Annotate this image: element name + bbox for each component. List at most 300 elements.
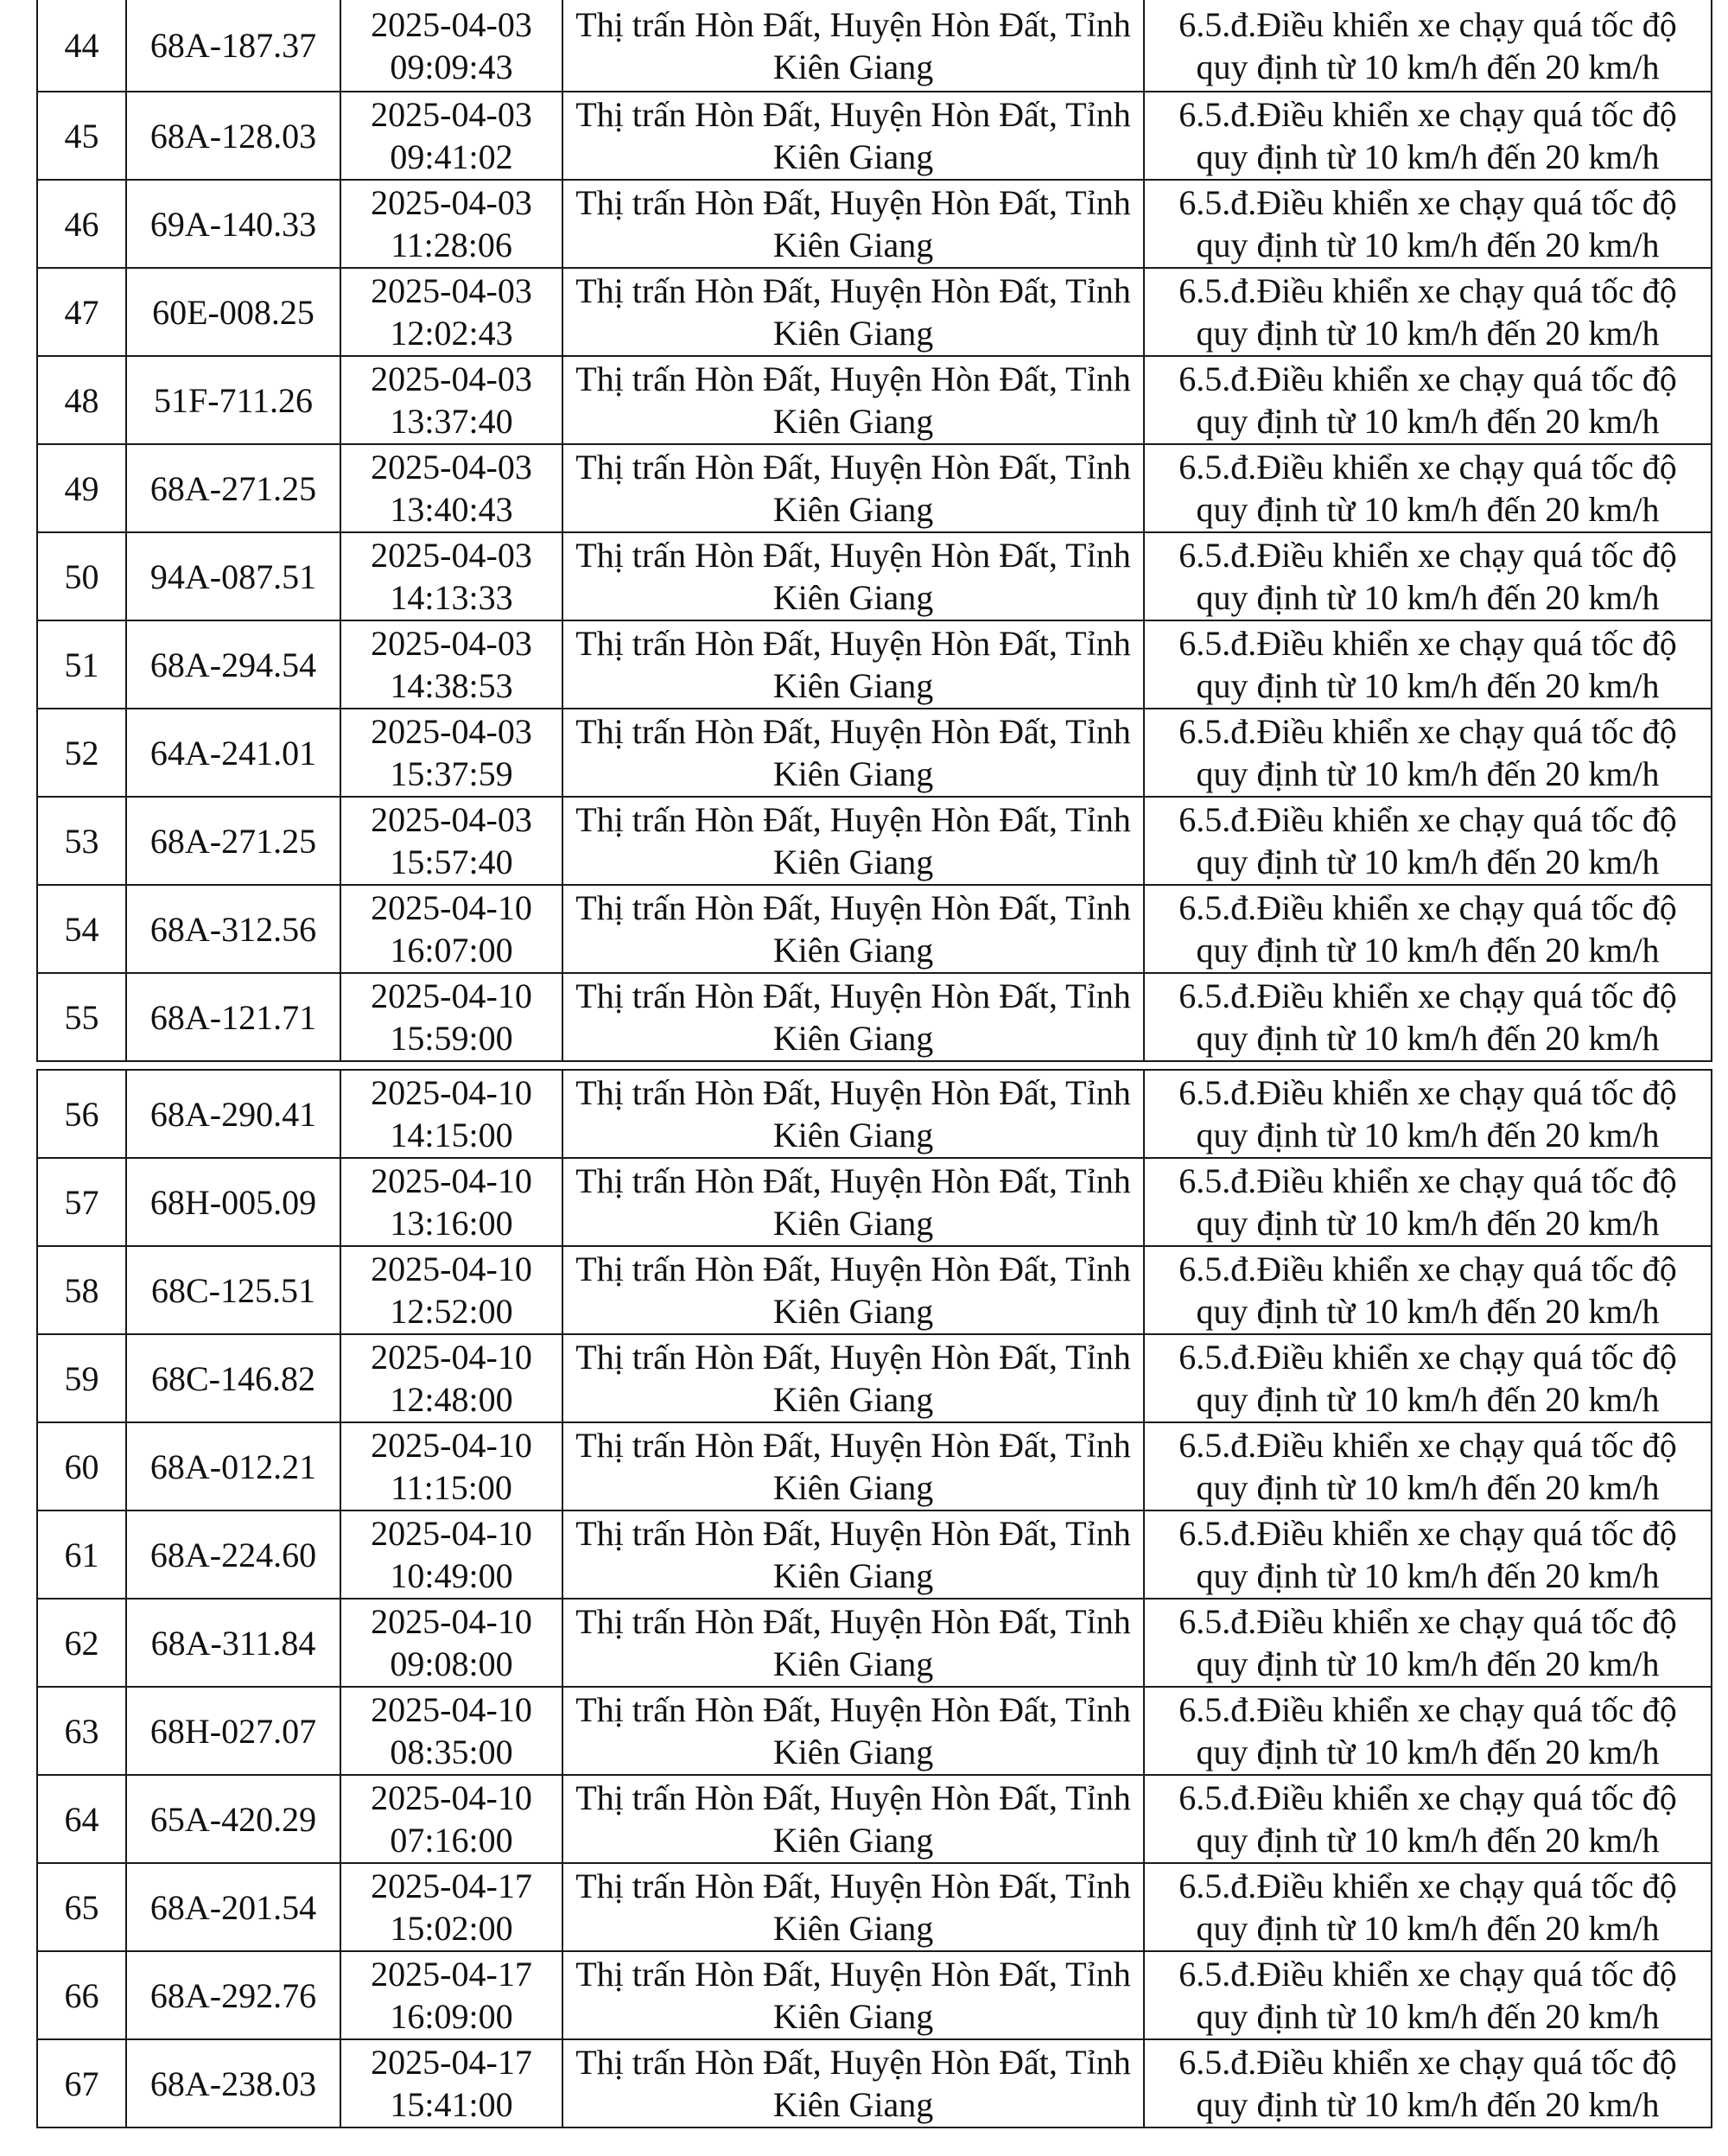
- table-row: [37, 1687, 1712, 1775]
- license-plate-cell-line-1: 65A-420.29: [149, 1799, 317, 1839]
- violation-time-cell: [340, 1510, 562, 1599]
- violation-location-cell-line-1: Thị trấn Hòn Đất, Huyện Hòn Đất, Tỉnh: [575, 4, 1131, 44]
- table-row: [37, 620, 1712, 709]
- row-number-cell-line-1: 49: [64, 468, 99, 508]
- violation-location-cell: [562, 797, 1144, 885]
- violation-description-cell-line-1: 6.5.đ.Điều khiển xe chạy quá tốc độ: [1178, 1161, 1677, 1200]
- violation-time-cell: [340, 620, 562, 709]
- violation-location-cell: [562, 973, 1144, 1061]
- violation-location-cell-line-2: Kiên Giang: [772, 1909, 934, 1948]
- row-number-cell-line-1: 45: [64, 116, 99, 156]
- license-plate-cell: [126, 1510, 340, 1599]
- license-plate-cell: [126, 1863, 340, 1951]
- violation-location-cell: [562, 180, 1144, 268]
- violation-description-cell-line-2: quy định từ 10 km/h đến 20 km/h: [1196, 1821, 1660, 1860]
- license-plate-cell: [126, 973, 340, 1061]
- violation-description-cell: [1144, 268, 1712, 356]
- row-number-cell: [37, 268, 126, 356]
- violation-description-cell: [1144, 797, 1712, 885]
- violation-location-cell-line-1: Thị trấn Hòn Đất, Huyện Hòn Đất, Tỉnh: [575, 1778, 1131, 1817]
- violation-description-cell-line-1: 6.5.đ.Điều khiển xe chạy quá tốc độ: [1178, 1778, 1677, 1817]
- violation-location-cell-line-2: Kiên Giang: [772, 578, 934, 617]
- violation-location-cell-line-1: Thị trấn Hòn Đất, Huyện Hòn Đất, Tỉnh: [575, 976, 1131, 1015]
- table-row: [37, 1951, 1712, 2039]
- violation-location-cell-line-2: Kiên Giang: [772, 314, 934, 353]
- violation-time-cell-line-1: 2025-04-10: [371, 1426, 532, 1465]
- row-number-cell: [37, 2039, 126, 2127]
- violation-time-cell-line-2: 11:15:00: [391, 1468, 512, 1507]
- license-plate-cell-line-1: 68A-294.54: [149, 645, 317, 684]
- violation-description-cell-line-2: quy định từ 10 km/h đến 20 km/h: [1196, 402, 1660, 441]
- violation-time-cell: [340, 1070, 562, 1158]
- violation-location-cell-line-2: Kiên Giang: [772, 931, 934, 970]
- row-number-cell-line-1: 61: [64, 1535, 99, 1574]
- violation-description-cell: [1144, 1158, 1712, 1246]
- row-number-cell-line-1: 56: [64, 1094, 99, 1134]
- violation-location-cell-line-1: Thị trấn Hòn Đất, Huyện Hòn Đất, Tỉnh: [575, 712, 1131, 751]
- row-number-cell: [37, 1246, 126, 1334]
- license-plate-cell: [126, 1599, 340, 1687]
- license-plate-cell-line-1: 68A-311.84: [150, 1623, 316, 1663]
- violation-location-cell-line-1: Thị trấn Hòn Đất, Huyện Hòn Đất, Tỉnh: [575, 1161, 1131, 1200]
- license-plate-cell: [126, 532, 340, 620]
- violation-table-body-upper: [37, 0, 1712, 1061]
- license-plate-cell: [126, 1687, 340, 1775]
- table-row: [37, 885, 1712, 973]
- violation-location-cell-line-2: Kiên Giang: [772, 402, 934, 441]
- violation-description-cell: [1144, 1863, 1712, 1951]
- violation-location-cell-line-1: Thị trấn Hòn Đất, Huyện Hòn Đất, Tỉnh: [575, 624, 1131, 663]
- violation-time-cell-line-2: 12:48:00: [390, 1380, 513, 1419]
- violation-description-cell: [1144, 1510, 1712, 1599]
- license-plate-cell: [126, 1070, 340, 1158]
- table-row: [37, 709, 1712, 797]
- violation-location-cell-line-1: Thị trấn Hòn Đất, Huyện Hòn Đất, Tỉnh: [575, 183, 1131, 222]
- row-number-cell: [37, 1070, 126, 1158]
- row-number-cell: [37, 0, 126, 92]
- violation-description-cell-line-2: quy định từ 10 km/h đến 20 km/h: [1196, 1116, 1660, 1154]
- violation-location-cell: [562, 1510, 1144, 1599]
- license-plate-cell: [126, 620, 340, 709]
- violation-time-cell-line-1: 2025-04-10: [371, 1073, 532, 1112]
- violation-location-cell: [562, 1334, 1144, 1422]
- violation-description-cell: [1144, 1422, 1712, 1510]
- license-plate-cell: [126, 92, 340, 180]
- violation-time-cell-line-2: 14:13:33: [390, 578, 513, 617]
- violation-time-cell-line-2: 10:49:00: [390, 1556, 513, 1595]
- violation-time-cell: [340, 1599, 562, 1687]
- violation-time-cell-line-2: 16:07:00: [390, 931, 513, 970]
- violation-location-cell-line-2: Kiên Giang: [772, 1204, 934, 1243]
- violation-description-cell-line-1: 6.5.đ.Điều khiển xe chạy quá tốc độ: [1178, 359, 1677, 398]
- violation-description-cell-line-2: quy định từ 10 km/h đến 20 km/h: [1196, 754, 1660, 793]
- violation-description-cell-line-2: quy định từ 10 km/h đến 20 km/h: [1196, 843, 1660, 881]
- violation-time-cell: [340, 1334, 562, 1422]
- violation-time-cell-line-1: 2025-04-10: [371, 976, 532, 1015]
- violation-time-cell: [340, 973, 562, 1061]
- license-plate-cell: [126, 1422, 340, 1510]
- violation-time-cell-line-2: 08:35:00: [390, 1733, 513, 1771]
- violation-description-cell: [1144, 973, 1712, 1061]
- violation-location-cell: [562, 1599, 1144, 1687]
- row-number-cell: [37, 1422, 126, 1510]
- row-number-cell-line-1: 64: [64, 1799, 99, 1839]
- violation-time-cell: [340, 885, 562, 973]
- license-plate-cell-line-1: 68A-121.71: [149, 997, 317, 1037]
- violation-description-cell: [1144, 1070, 1712, 1158]
- violation-location-cell-line-2: Kiên Giang: [772, 490, 934, 529]
- license-plate-cell: [126, 356, 340, 444]
- table-row: [37, 2039, 1712, 2127]
- violation-time-cell-line-1: 2025-04-03: [371, 712, 532, 751]
- violation-location-cell-line-2: Kiên Giang: [772, 226, 934, 264]
- violation-description-cell-line-2: quy định từ 10 km/h đến 20 km/h: [1196, 666, 1660, 705]
- violation-time-cell-line-1: 2025-04-03: [371, 448, 532, 487]
- violation-time-cell-line-2: 15:37:59: [390, 754, 513, 793]
- violation-description-cell-line-2: quy định từ 10 km/h đến 20 km/h: [1196, 1019, 1660, 1058]
- table-row: [37, 532, 1712, 620]
- violation-time-cell-line-1: 2025-04-17: [371, 1955, 532, 1994]
- violation-location-cell: [562, 1687, 1144, 1775]
- row-number-cell-line-1: 48: [64, 380, 99, 420]
- violation-time-cell-line-2: 16:09:00: [390, 1997, 513, 2036]
- license-plate-cell-line-1: 64A-241.01: [149, 733, 317, 773]
- violation-time-cell: [340, 709, 562, 797]
- violation-location-cell: [562, 356, 1144, 444]
- violation-description-cell-line-2: quy định từ 10 km/h đến 20 km/h: [1196, 314, 1660, 353]
- license-plate-cell-line-1: 68C-125.51: [151, 1270, 315, 1310]
- violation-location-cell: [562, 1863, 1144, 1951]
- violation-description-cell: [1144, 885, 1712, 973]
- row-number-cell-line-1: 63: [64, 1711, 99, 1751]
- violation-time-cell-line-2: 12:02:43: [390, 314, 513, 353]
- violation-location-cell-line-1: Thị trấn Hòn Đất, Huyện Hòn Đất, Tỉnh: [575, 1867, 1131, 1905]
- violation-location-cell-line-1: Thị trấn Hòn Đất, Huyện Hòn Đất, Tỉnh: [575, 536, 1131, 575]
- violation-location-cell-line-1: Thị trấn Hòn Đất, Huyện Hòn Đất, Tỉnh: [575, 1514, 1131, 1553]
- violation-time-cell-line-1: 2025-04-10: [371, 1690, 532, 1729]
- license-plate-cell-line-1: 68C-146.82: [151, 1358, 315, 1398]
- violation-time-cell: [340, 1422, 562, 1510]
- table-row: [37, 0, 1712, 92]
- license-plate-cell: [126, 709, 340, 797]
- row-number-cell: [37, 620, 126, 709]
- violation-location-cell-line-2: Kiên Giang: [772, 754, 934, 793]
- violation-description-cell-line-2: quy định từ 10 km/h đến 20 km/h: [1196, 490, 1660, 529]
- violation-time-cell-line-2: 12:52:00: [390, 1292, 513, 1331]
- violation-description-cell: [1144, 356, 1712, 444]
- violation-description-cell: [1144, 1687, 1712, 1775]
- violation-description-cell-line-2: quy định từ 10 km/h đến 20 km/h: [1196, 1204, 1660, 1243]
- violation-description-cell-line-1: 6.5.đ.Điều khiển xe chạy quá tốc độ: [1178, 95, 1677, 134]
- violation-time-cell-line-1: 2025-04-03: [371, 271, 532, 310]
- violation-table-upper: [36, 0, 1712, 1062]
- row-number-cell: [37, 1687, 126, 1775]
- violation-time-cell-line-1: 2025-04-10: [371, 1602, 532, 1641]
- violation-description-cell-line-2: quy định từ 10 km/h đến 20 km/h: [1196, 137, 1660, 176]
- violation-time-cell-line-1: 2025-04-17: [371, 2043, 532, 2082]
- violation-description-cell: [1144, 0, 1712, 92]
- row-number-cell: [37, 1863, 126, 1951]
- violation-location-cell: [562, 2039, 1144, 2127]
- table-row: [37, 973, 1712, 1061]
- table-row: [37, 356, 1712, 444]
- violation-location-cell-line-2: Kiên Giang: [772, 666, 934, 705]
- violation-time-cell: [340, 797, 562, 885]
- violation-description-cell-line-1: 6.5.đ.Điều khiển xe chạy quá tốc độ: [1178, 1955, 1677, 1994]
- violation-description-cell-line-1: 6.5.đ.Điều khiển xe chạy quá tốc độ: [1178, 976, 1677, 1015]
- row-number-cell: [37, 973, 126, 1061]
- violation-time-cell-line-1: 2025-04-03: [371, 95, 532, 134]
- license-plate-cell: [126, 885, 340, 973]
- row-number-cell-line-1: 44: [64, 26, 99, 65]
- row-number-cell-line-1: 57: [64, 1182, 99, 1222]
- license-plate-cell: [126, 180, 340, 268]
- violation-description-cell-line-2: quy định từ 10 km/h đến 20 km/h: [1196, 47, 1660, 86]
- violation-description-cell-line-1: 6.5.đ.Điều khiển xe chạy quá tốc độ: [1178, 1690, 1677, 1729]
- violation-location-cell-line-2: Kiên Giang: [772, 1019, 934, 1058]
- violation-time-cell-line-1: 2025-04-03: [371, 4, 532, 44]
- table-row: [37, 1510, 1712, 1599]
- violation-description-cell-line-1: 6.5.đ.Điều khiển xe chạy quá tốc độ: [1178, 888, 1677, 927]
- violation-time-cell-line-2: 14:15:00: [390, 1116, 513, 1154]
- violation-time-cell-line-1: 2025-04-10: [371, 1778, 532, 1817]
- violation-time-cell-line-2: 09:09:43: [390, 47, 513, 86]
- row-number-cell: [37, 797, 126, 885]
- violation-description-cell-line-1: 6.5.đ.Điều khiển xe chạy quá tốc độ: [1178, 448, 1677, 487]
- violation-location-cell: [562, 444, 1144, 532]
- violation-description-cell-line-2: quy định từ 10 km/h đến 20 km/h: [1196, 1909, 1660, 1948]
- violation-time-cell-line-2: 13:16:00: [390, 1204, 513, 1243]
- table-row: [37, 1070, 1712, 1158]
- violation-location-cell-line-1: Thị trấn Hòn Đất, Huyện Hòn Đất, Tỉnh: [575, 800, 1131, 839]
- violation-location-cell: [562, 620, 1144, 709]
- violation-location-cell-line-2: Kiên Giang: [772, 1733, 934, 1771]
- table-row: [37, 1863, 1712, 1951]
- row-number-cell-line-1: 62: [64, 1623, 99, 1663]
- violation-description-cell-line-1: 6.5.đ.Điều khiển xe chạy quá tốc độ: [1178, 1426, 1677, 1465]
- violation-time-cell-line-2: 09:41:02: [390, 137, 513, 176]
- license-plate-cell-line-1: 68A-312.56: [149, 909, 317, 949]
- violation-time-cell-line-1: 2025-04-17: [371, 1867, 532, 1905]
- violation-description-cell: [1144, 709, 1712, 797]
- table-row: [37, 1422, 1712, 1510]
- row-number-cell-line-1: 51: [64, 645, 99, 684]
- row-number-cell: [37, 709, 126, 797]
- license-plate-cell-line-1: 51F-711.26: [153, 380, 314, 420]
- violation-description-cell: [1144, 620, 1712, 709]
- violation-description-cell-line-1: 6.5.đ.Điều khiển xe chạy quá tốc độ: [1178, 183, 1677, 222]
- violation-location-cell: [562, 1951, 1144, 2039]
- violation-location-cell-line-2: Kiên Giang: [772, 1292, 934, 1331]
- row-number-cell: [37, 356, 126, 444]
- violation-time-cell-line-1: 2025-04-03: [371, 183, 532, 222]
- table-row: [37, 92, 1712, 180]
- row-number-cell: [37, 1510, 126, 1599]
- violation-location-cell: [562, 709, 1144, 797]
- violation-time-cell-line-2: 15:02:00: [390, 1909, 513, 1948]
- violation-location-cell-line-2: Kiên Giang: [772, 843, 934, 881]
- violation-description-cell-line-1: 6.5.đ.Điều khiển xe chạy quá tốc độ: [1178, 536, 1677, 575]
- violation-location-cell: [562, 268, 1144, 356]
- violation-time-cell: [340, 0, 562, 92]
- violation-location-cell-line-1: Thị trấn Hòn Đất, Huyện Hòn Đất, Tỉnh: [575, 271, 1131, 310]
- violation-time-cell: [340, 1246, 562, 1334]
- violation-description-cell: [1144, 1334, 1712, 1422]
- violation-description-cell-line-1: 6.5.đ.Điều khiển xe chạy quá tốc độ: [1178, 1867, 1677, 1905]
- license-plate-cell: [126, 1775, 340, 1863]
- table-row: [37, 1334, 1712, 1422]
- violation-description-cell-line-2: quy định từ 10 km/h đến 20 km/h: [1196, 1380, 1660, 1419]
- violation-location-cell: [562, 885, 1144, 973]
- violation-time-cell-line-1: 2025-04-03: [371, 800, 532, 839]
- violation-location-cell-line-2: Kiên Giang: [772, 1997, 934, 2036]
- violation-time-cell-line-2: 11:28:06: [391, 226, 512, 264]
- violation-time-cell-line-2: 07:16:00: [390, 1821, 513, 1860]
- violation-location-cell-line-2: Kiên Giang: [772, 47, 934, 86]
- violation-time-cell: [340, 268, 562, 356]
- license-plate-cell-line-1: 68H-005.09: [149, 1182, 317, 1222]
- violation-description-cell-line-1: 6.5.đ.Điều khiển xe chạy quá tốc độ: [1178, 712, 1677, 751]
- violation-location-cell-line-1: Thị trấn Hòn Đất, Huyện Hòn Đất, Tỉnh: [575, 1602, 1131, 1641]
- license-plate-cell: [126, 1334, 340, 1422]
- violation-location-cell-line-2: Kiên Giang: [772, 2085, 934, 2124]
- violation-time-cell: [340, 356, 562, 444]
- row-number-cell: [37, 1158, 126, 1246]
- license-plate-cell-line-1: 68A-201.54: [149, 1887, 317, 1927]
- violation-description-cell: [1144, 1246, 1712, 1334]
- row-number-cell-line-1: 52: [64, 733, 99, 773]
- row-number-cell-line-1: 50: [64, 556, 99, 596]
- violation-time-cell: [340, 444, 562, 532]
- violation-location-cell: [562, 0, 1144, 92]
- license-plate-cell: [126, 268, 340, 356]
- violation-table-lower: [36, 1069, 1712, 2128]
- violation-time-cell-line-2: 13:37:40: [390, 402, 513, 441]
- violation-time-cell: [340, 180, 562, 268]
- row-number-cell: [37, 1951, 126, 2039]
- violation-description-cell: [1144, 2039, 1712, 2127]
- violation-location-cell: [562, 1775, 1144, 1863]
- license-plate-cell-line-1: 60E-008.25: [152, 292, 314, 332]
- license-plate-cell-line-1: 68A-292.76: [149, 1975, 317, 2015]
- row-number-cell: [37, 444, 126, 532]
- violation-description-cell-line-1: 6.5.đ.Điều khiển xe chạy quá tốc độ: [1178, 1514, 1677, 1553]
- row-number-cell: [37, 92, 126, 180]
- table-row: [37, 1599, 1712, 1687]
- violation-location-cell-line-1: Thị trấn Hòn Đất, Huyện Hòn Đất, Tỉnh: [575, 888, 1131, 927]
- row-number-cell-line-1: 66: [64, 1975, 99, 2015]
- violation-time-cell-line-1: 2025-04-10: [371, 1514, 532, 1553]
- license-plate-cell-line-1: 68A-012.21: [149, 1447, 317, 1486]
- table-row: [37, 1775, 1712, 1863]
- violation-description-cell-line-1: 6.5.đ.Điều khiển xe chạy quá tốc độ: [1178, 800, 1677, 839]
- violation-description-cell-line-1: 6.5.đ.Điều khiển xe chạy quá tốc độ: [1178, 4, 1677, 44]
- violation-time-cell: [340, 1951, 562, 2039]
- violation-location-cell-line-1: Thị trấn Hòn Đất, Huyện Hòn Đất, Tỉnh: [575, 1426, 1131, 1465]
- violation-location-cell-line-1: Thị trấn Hòn Đất, Huyện Hòn Đất, Tỉnh: [575, 2043, 1131, 2082]
- violation-time-cell-line-1: 2025-04-03: [371, 624, 532, 663]
- violation-time-cell-line-2: 13:40:43: [390, 490, 513, 529]
- violation-location-cell-line-2: Kiên Giang: [772, 1380, 934, 1419]
- violation-location-cell-line-2: Kiên Giang: [772, 1556, 934, 1595]
- violation-time-cell-line-1: 2025-04-10: [371, 1250, 532, 1288]
- violation-description-cell-line-1: 6.5.đ.Điều khiển xe chạy quá tốc độ: [1178, 1602, 1677, 1641]
- license-plate-cell-line-1: 68A-128.03: [149, 116, 317, 156]
- violation-description-cell: [1144, 1599, 1712, 1687]
- violation-location-cell-line-1: Thị trấn Hòn Đất, Huyện Hòn Đất, Tỉnh: [575, 1955, 1131, 1994]
- violation-description-cell: [1144, 92, 1712, 180]
- row-number-cell-line-1: 53: [64, 821, 99, 861]
- row-number-cell: [37, 1775, 126, 1863]
- violation-location-cell: [562, 92, 1144, 180]
- violation-location-cell-line-2: Kiên Giang: [772, 1116, 934, 1154]
- table-row: [37, 1158, 1712, 1246]
- violation-description-cell: [1144, 1775, 1712, 1863]
- license-plate-cell: [126, 2039, 340, 2127]
- row-number-cell-line-1: 47: [64, 292, 99, 332]
- violation-description-cell-line-2: quy định từ 10 km/h đến 20 km/h: [1196, 578, 1660, 617]
- violation-location-cell-line-2: Kiên Giang: [772, 137, 934, 176]
- violation-location-cell: [562, 1422, 1144, 1510]
- license-plate-cell: [126, 797, 340, 885]
- violation-time-cell: [340, 532, 562, 620]
- violation-location-cell: [562, 532, 1144, 620]
- violation-time-cell: [340, 2039, 562, 2127]
- violation-description-cell-line-2: quy định từ 10 km/h đến 20 km/h: [1196, 2085, 1660, 2124]
- violation-time-cell-line-1: 2025-04-03: [371, 536, 532, 575]
- row-number-cell-line-1: 60: [64, 1447, 99, 1486]
- violation-description-cell: [1144, 444, 1712, 532]
- license-plate-cell-line-1: 68A-271.25: [149, 468, 317, 508]
- violation-time-cell-line-1: 2025-04-10: [371, 1161, 532, 1200]
- violation-description-cell-line-2: quy định từ 10 km/h đến 20 km/h: [1196, 1644, 1660, 1683]
- violation-time-cell-line-1: 2025-04-10: [371, 888, 532, 927]
- violation-description-cell: [1144, 1951, 1712, 2039]
- violation-location-cell-line-1: Thị trấn Hòn Đất, Huyện Hòn Đất, Tỉnh: [575, 1073, 1131, 1112]
- license-plate-cell-line-1: 94A-087.51: [149, 556, 317, 596]
- row-number-cell-line-1: 59: [64, 1358, 99, 1398]
- violation-time-cell: [340, 1863, 562, 1951]
- violation-time-cell-line-2: 15:57:40: [390, 843, 513, 881]
- license-plate-cell: [126, 444, 340, 532]
- violation-location-cell-line-1: Thị trấn Hòn Đất, Huyện Hòn Đất, Tỉnh: [575, 1690, 1131, 1729]
- violation-description-cell-line-2: quy định từ 10 km/h đến 20 km/h: [1196, 1997, 1660, 2036]
- violation-description-cell-line-1: 6.5.đ.Điều khiển xe chạy quá tốc độ: [1178, 1073, 1677, 1112]
- violation-description-cell-line-1: 6.5.đ.Điều khiển xe chạy quá tốc độ: [1178, 1250, 1677, 1288]
- table-row: [37, 444, 1712, 532]
- license-plate-cell-line-1: 68A-187.37: [149, 26, 317, 65]
- violation-description-cell-line-2: quy định từ 10 km/h đến 20 km/h: [1196, 226, 1660, 264]
- violation-description-cell-line-2: quy định từ 10 km/h đến 20 km/h: [1196, 1556, 1660, 1595]
- license-plate-cell: [126, 1951, 340, 2039]
- table-row: [37, 797, 1712, 885]
- license-plate-cell: [126, 1158, 340, 1246]
- violation-location-cell-line-1: Thị trấn Hòn Đất, Huyện Hòn Đất, Tỉnh: [575, 1250, 1131, 1288]
- row-number-cell-line-1: 55: [64, 997, 99, 1037]
- row-number-cell-line-1: 58: [64, 1270, 99, 1310]
- violation-time-cell: [340, 1687, 562, 1775]
- violation-time-cell-line-2: 09:08:00: [390, 1644, 513, 1683]
- violation-location-cell: [562, 1158, 1144, 1246]
- row-number-cell-line-1: 54: [64, 909, 99, 949]
- violation-time-cell-line-2: 14:38:53: [390, 666, 513, 705]
- license-plate-cell-line-1: 69A-140.33: [149, 204, 317, 244]
- row-number-cell: [37, 1599, 126, 1687]
- row-number-cell-line-1: 65: [64, 1887, 99, 1927]
- license-plate-cell: [126, 0, 340, 92]
- violation-description-cell-line-1: 6.5.đ.Điều khiển xe chạy quá tốc độ: [1178, 624, 1677, 663]
- license-plate-cell-line-1: 68H-027.07: [149, 1711, 317, 1751]
